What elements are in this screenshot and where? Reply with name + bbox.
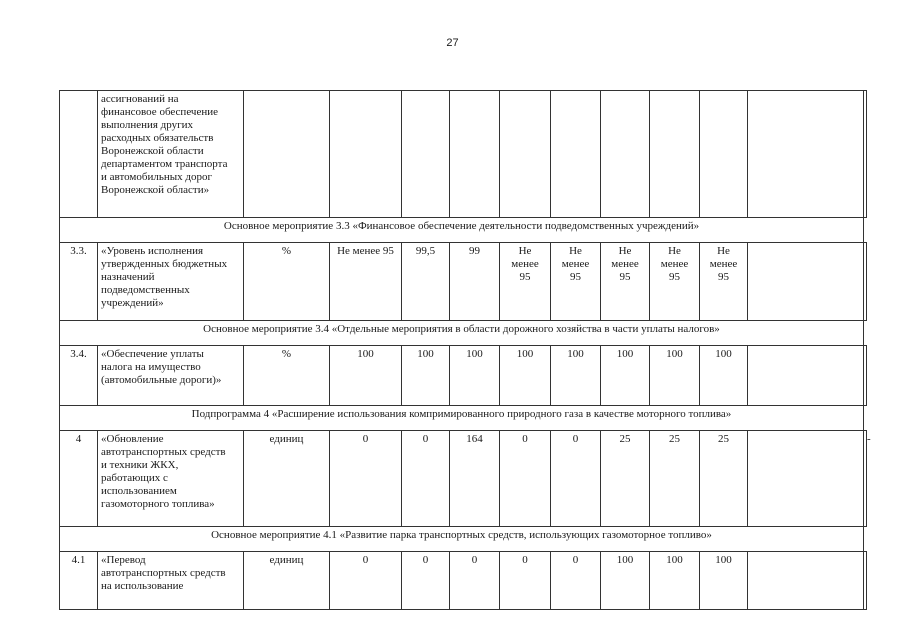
indicator-name-line: ассигнований на xyxy=(101,93,179,105)
value-cell xyxy=(402,552,450,610)
value-cell xyxy=(700,346,748,406)
value-line: 95 xyxy=(570,271,581,283)
indicator-name-line: на использование xyxy=(101,580,184,592)
indicator-name-line: (автомобильные дороги)» xyxy=(101,374,222,386)
note-cell xyxy=(864,91,867,218)
value-line: 25 xyxy=(619,433,631,445)
row-number-cell xyxy=(60,91,98,218)
value-line: менее xyxy=(709,258,738,270)
indicator-name-line: выполнения других xyxy=(101,119,194,131)
indicator-name-line: расходных обязательств xyxy=(101,132,214,144)
value-line: 100 xyxy=(715,554,732,566)
row-number-cell: 4 xyxy=(60,431,98,527)
value-cell xyxy=(650,91,700,218)
indicator-name-line: финансовое обеспечение xyxy=(101,106,218,118)
value-cell xyxy=(748,243,864,321)
indicator-name-cell xyxy=(98,346,244,406)
indicator-name-line: использованием xyxy=(101,485,177,497)
section-heading-row xyxy=(60,406,867,431)
note-cell xyxy=(864,552,867,610)
value-line: 100 xyxy=(666,348,683,360)
value-cell xyxy=(450,431,500,527)
value-cell xyxy=(551,243,601,321)
unit-cell: единиц xyxy=(244,431,330,527)
value-line: Не xyxy=(618,245,632,257)
value-line: 164 xyxy=(466,433,483,445)
value-cell xyxy=(551,91,601,218)
value-line: Не менее 95 xyxy=(337,245,394,257)
value-cell xyxy=(700,431,748,527)
value-cell xyxy=(551,431,601,527)
value-cell xyxy=(330,431,402,527)
value-line: Не xyxy=(569,245,582,257)
unit-cell: % xyxy=(244,346,330,406)
indicator-name-line: утвержденных бюджетных xyxy=(101,258,228,270)
value-cell xyxy=(551,552,601,610)
value-line: 0 xyxy=(522,433,528,445)
value-line: 100 xyxy=(417,348,434,360)
value-cell xyxy=(650,243,700,321)
value-cell xyxy=(500,243,551,321)
value-cell xyxy=(500,91,551,218)
indicator-name-line: департаментом транспорта xyxy=(101,158,228,170)
value-line: 100 xyxy=(616,554,634,566)
row-number-cell: 3.4. xyxy=(60,346,98,406)
indicator-name-line: и автомобильных дорог xyxy=(101,171,212,183)
value-line: 100 xyxy=(715,348,732,360)
value-cell xyxy=(450,346,500,406)
indicator-name-line: автотранспортных средств xyxy=(101,446,226,458)
value-cell xyxy=(450,243,500,321)
value-cell xyxy=(330,346,402,406)
row-number-cell: 3.3. xyxy=(60,243,98,321)
row-number-cell: 4.1 xyxy=(60,552,98,610)
unit-cell: % xyxy=(244,243,330,321)
section-heading: Основное мероприятие 4.1 «Развитие парка транспортных средств, использующих газомоторное топливо» xyxy=(60,527,864,552)
indicators-table xyxy=(59,90,871,610)
value-line: 0 xyxy=(471,554,478,566)
value-cell xyxy=(601,91,650,218)
value-cell xyxy=(700,91,748,218)
value-cell xyxy=(402,431,450,527)
page-number: 27 xyxy=(446,37,459,49)
value-cell xyxy=(601,243,650,321)
value-cell xyxy=(450,91,500,218)
value-cell xyxy=(551,346,601,406)
note-cell: - xyxy=(864,431,867,527)
value-line: 100 xyxy=(466,348,483,360)
value-line: 0 xyxy=(362,433,369,445)
value-line: 0 xyxy=(422,554,429,566)
value-line: 100 xyxy=(357,348,374,360)
value-cell xyxy=(402,243,450,321)
value-cell xyxy=(650,346,700,406)
value-line: 0 xyxy=(362,554,369,566)
value-line: 99,5 xyxy=(415,245,436,257)
value-cell xyxy=(330,552,402,610)
indicator-name-line: Воронежской области xyxy=(101,145,204,157)
indicator-name-line: «Перевод xyxy=(101,554,146,566)
value-cell xyxy=(601,346,650,406)
table-row xyxy=(60,346,867,406)
value-line: менее xyxy=(561,258,590,270)
section-heading: Основное мероприятие 3.4 «Отдельные мероприятия в области дорожного хозяйства в части уплаты налогов» xyxy=(60,321,864,346)
value-line: 95 xyxy=(619,271,631,283)
value-line: 100 xyxy=(516,348,534,360)
indicator-name-line: налога на имущество xyxy=(101,361,201,373)
unit-cell: единиц xyxy=(244,552,330,610)
table-row xyxy=(60,243,867,321)
section-heading: Основное мероприятие 3.3 «Финансовое обеспечение деятельности подведомственных учреждений» xyxy=(60,218,864,243)
section-heading-row xyxy=(60,527,867,552)
value-line: 0 xyxy=(572,433,579,445)
indicator-name-line: «Обеспечение уплаты xyxy=(101,348,204,360)
value-line: менее xyxy=(611,258,639,270)
unit-cell xyxy=(244,91,330,218)
value-cell xyxy=(330,243,402,321)
section-heading: Подпрограмма 4 «Расширение использования компримированного природного газа в качестве моторного топлива» xyxy=(60,406,864,431)
indicator-name-cell xyxy=(98,552,244,610)
value-cell xyxy=(650,552,700,610)
value-cell xyxy=(500,346,551,406)
indicator-name-line: Воронежской области» xyxy=(101,184,210,196)
indicator-name-line: «Уровень исполнения xyxy=(101,245,204,257)
value-cell xyxy=(450,552,500,610)
value-line: 95 xyxy=(718,271,729,283)
value-cell xyxy=(402,91,450,218)
note-cell xyxy=(864,243,867,321)
value-line: 25 xyxy=(718,433,729,445)
value-line: 0 xyxy=(572,554,579,566)
indicator-name-line: и техники ЖКХ, xyxy=(101,459,179,471)
indicator-name-line: назначений xyxy=(101,271,155,283)
value-line: 95 xyxy=(519,271,531,283)
value-line: Не xyxy=(518,245,532,257)
table-row xyxy=(60,431,867,527)
table-body xyxy=(60,91,871,610)
indicator-name-cell xyxy=(98,91,244,218)
value-cell xyxy=(748,91,864,218)
value-cell xyxy=(601,431,650,527)
value-cell xyxy=(402,346,450,406)
value-line: 100 xyxy=(666,554,683,566)
value-cell xyxy=(700,243,748,321)
value-line: 100 xyxy=(567,348,584,360)
value-cell xyxy=(650,431,700,527)
value-cell xyxy=(748,346,864,406)
section-heading-row xyxy=(60,218,867,243)
value-line: 25 xyxy=(669,433,680,445)
indicator-name-line: учреждений» xyxy=(101,297,164,309)
value-line: 95 xyxy=(669,271,680,283)
value-line: менее xyxy=(660,258,689,270)
section-heading-row xyxy=(60,321,867,346)
table-row xyxy=(60,91,867,218)
indicator-name-line: подведомственных xyxy=(101,284,190,296)
value-cell xyxy=(500,431,551,527)
indicator-name-line: «Обновление xyxy=(101,433,164,445)
note-cell xyxy=(864,346,867,406)
value-cell xyxy=(748,552,864,610)
indicator-name-cell xyxy=(98,431,244,527)
value-line: Не xyxy=(717,245,730,257)
value-cell xyxy=(748,431,864,527)
value-line: 99 xyxy=(469,245,480,257)
value-cell xyxy=(601,552,650,610)
value-line: 0 xyxy=(422,433,429,445)
indicator-name-line: работающих с xyxy=(101,472,168,484)
value-cell xyxy=(330,91,402,218)
value-cell xyxy=(500,552,551,610)
value-line: 100 xyxy=(616,348,634,360)
value-cell xyxy=(700,552,748,610)
indicator-name-line: автотранспортных средств xyxy=(101,567,226,579)
value-line: 0 xyxy=(522,554,528,566)
value-line: менее xyxy=(511,258,539,270)
table-row xyxy=(60,552,867,610)
indicator-name-cell xyxy=(98,243,244,321)
indicator-name-line: газомоторного топлива» xyxy=(101,498,215,510)
value-line: Не xyxy=(668,245,681,257)
